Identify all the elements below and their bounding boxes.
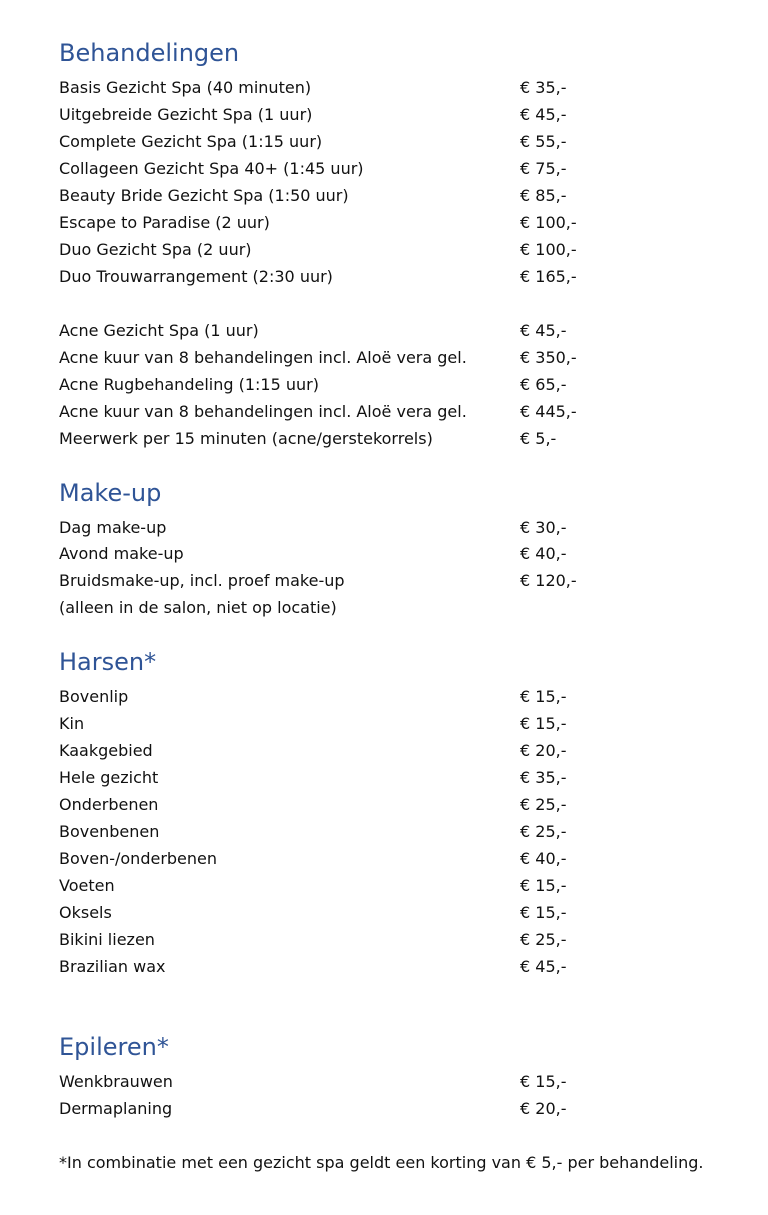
treatment-label: Bovenbenen	[59, 822, 160, 841]
treatment-price: € 30,-	[520, 518, 567, 537]
treatment-price: € 75,-	[520, 159, 567, 178]
price-row	[59, 263, 699, 290]
treatment-label: Duo Gezicht Spa (2 uur)	[59, 240, 252, 259]
treatment-price: € 25,-	[520, 795, 567, 814]
price-row	[59, 317, 699, 344]
footnote: *In combinatie met een gezicht spa geldt een korting van € 5,- per behandeling.	[59, 1153, 704, 1172]
price-row	[59, 791, 699, 818]
price-row	[59, 926, 699, 953]
treatment-price: € 15,-	[520, 687, 567, 706]
treatment-note: (alleen in de salon, niet op locatie)	[59, 598, 337, 617]
treatment-price: € 20,-	[520, 1099, 567, 1118]
price-row	[59, 683, 699, 710]
treatment-label: Acne Gezicht Spa (1 uur)	[59, 321, 259, 340]
treatment-price: € 45,-	[520, 105, 567, 124]
treatment-price: € 25,-	[520, 822, 567, 841]
treatment-label: Collageen Gezicht Spa 40+ (1:45 uur)	[59, 159, 364, 178]
treatment-label: Beauty Bride Gezicht Spa (1:50 uur)	[59, 186, 349, 205]
price-row	[59, 872, 699, 899]
heading-epileren: Epileren*	[59, 1033, 169, 1061]
treatment-label: Acne kuur van 8 behandelingen incl. Aloë vera gel.	[59, 348, 467, 367]
price-row	[59, 371, 699, 398]
treatment-price: € 350,-	[520, 348, 577, 367]
treatment-label: Avond make-up	[59, 544, 184, 563]
price-row	[59, 845, 699, 872]
treatment-price: € 85,-	[520, 186, 567, 205]
treatment-price: € 20,-	[520, 741, 567, 760]
treatment-price: € 15,-	[520, 1072, 567, 1091]
heading-harsen: Harsen*	[59, 648, 157, 676]
treatment-price: € 40,-	[520, 849, 567, 868]
treatment-price: € 65,-	[520, 375, 567, 394]
treatment-label: Bikini liezen	[59, 930, 155, 949]
treatment-price: € 100,-	[520, 240, 577, 259]
treatment-label: Dermaplaning	[59, 1099, 173, 1118]
treatment-price: € 35,-	[520, 78, 567, 97]
price-row	[59, 1068, 699, 1095]
price-row	[59, 344, 699, 371]
price-row	[59, 710, 699, 737]
treatment-label: Basis Gezicht Spa (40 minuten)	[59, 78, 312, 97]
treatment-label: Boven-/onderbenen	[59, 849, 218, 868]
treatment-label: Oksels	[59, 903, 112, 922]
price-row	[59, 128, 699, 155]
treatment-price: € 45,-	[520, 321, 567, 340]
treatment-label: Escape to Paradise (2 uur)	[59, 213, 270, 232]
treatment-label: Voeten	[59, 876, 115, 895]
treatment-price: € 15,-	[520, 876, 567, 895]
heading-makeup: Make-up	[59, 479, 162, 507]
price-row	[59, 594, 699, 621]
treatment-price: € 15,-	[520, 903, 567, 922]
treatment-label: Complete Gezicht Spa (1:15 uur)	[59, 132, 323, 151]
price-row	[59, 236, 699, 263]
treatment-price: € 25,-	[520, 930, 567, 949]
treatment-label: Wenkbrauwen	[59, 1072, 173, 1091]
treatment-label: Brazilian wax	[59, 957, 166, 976]
price-row	[59, 899, 699, 926]
price-row	[59, 737, 699, 764]
treatment-label: Hele gezicht	[59, 768, 159, 787]
treatment-price: € 40,-	[520, 544, 567, 563]
heading-behandelingen: Behandelingen	[59, 39, 240, 67]
price-row	[59, 74, 699, 101]
treatment-label: Uitgebreide Gezicht Spa (1 uur)	[59, 105, 313, 124]
price-row	[59, 1095, 699, 1122]
treatment-price: € 120,-	[520, 571, 577, 590]
treatment-label: Onderbenen	[59, 795, 159, 814]
treatment-label: Meerwerk per 15 minuten (acne/gerstekorrels)	[59, 429, 433, 448]
price-row	[59, 209, 699, 236]
treatment-price: € 100,-	[520, 213, 577, 232]
price-row	[59, 540, 699, 567]
treatment-price: € 35,-	[520, 768, 567, 787]
treatment-price: € 55,-	[520, 132, 567, 151]
price-row	[59, 425, 699, 452]
treatment-price: € 5,-	[520, 429, 557, 448]
treatment-label: Dag make-up	[59, 518, 167, 537]
price-row	[59, 101, 699, 128]
treatment-price: € 445,-	[520, 402, 577, 421]
treatment-label: Kin	[59, 714, 85, 733]
price-row	[59, 567, 699, 594]
price-row	[59, 764, 699, 791]
price-row	[59, 514, 699, 541]
price-row	[59, 155, 699, 182]
treatment-label: Kaakgebied	[59, 741, 153, 760]
price-row	[59, 398, 699, 425]
treatment-label: Duo Trouwarrangement (2:30 uur)	[59, 267, 333, 286]
treatment-label: Acne kuur van 8 behandelingen incl. Aloë vera gel.	[59, 402, 467, 421]
treatment-price: € 165,-	[520, 267, 577, 286]
treatment-price: € 45,-	[520, 957, 567, 976]
price-row	[59, 818, 699, 845]
treatment-label: Bruidsmake-up, incl. proef make-up	[59, 571, 345, 590]
price-row	[59, 182, 699, 209]
treatment-label: Bovenlip	[59, 687, 129, 706]
price-row	[59, 953, 699, 980]
treatment-label: Acne Rugbehandeling (1:15 uur)	[59, 375, 319, 394]
treatment-price: € 15,-	[520, 714, 567, 733]
